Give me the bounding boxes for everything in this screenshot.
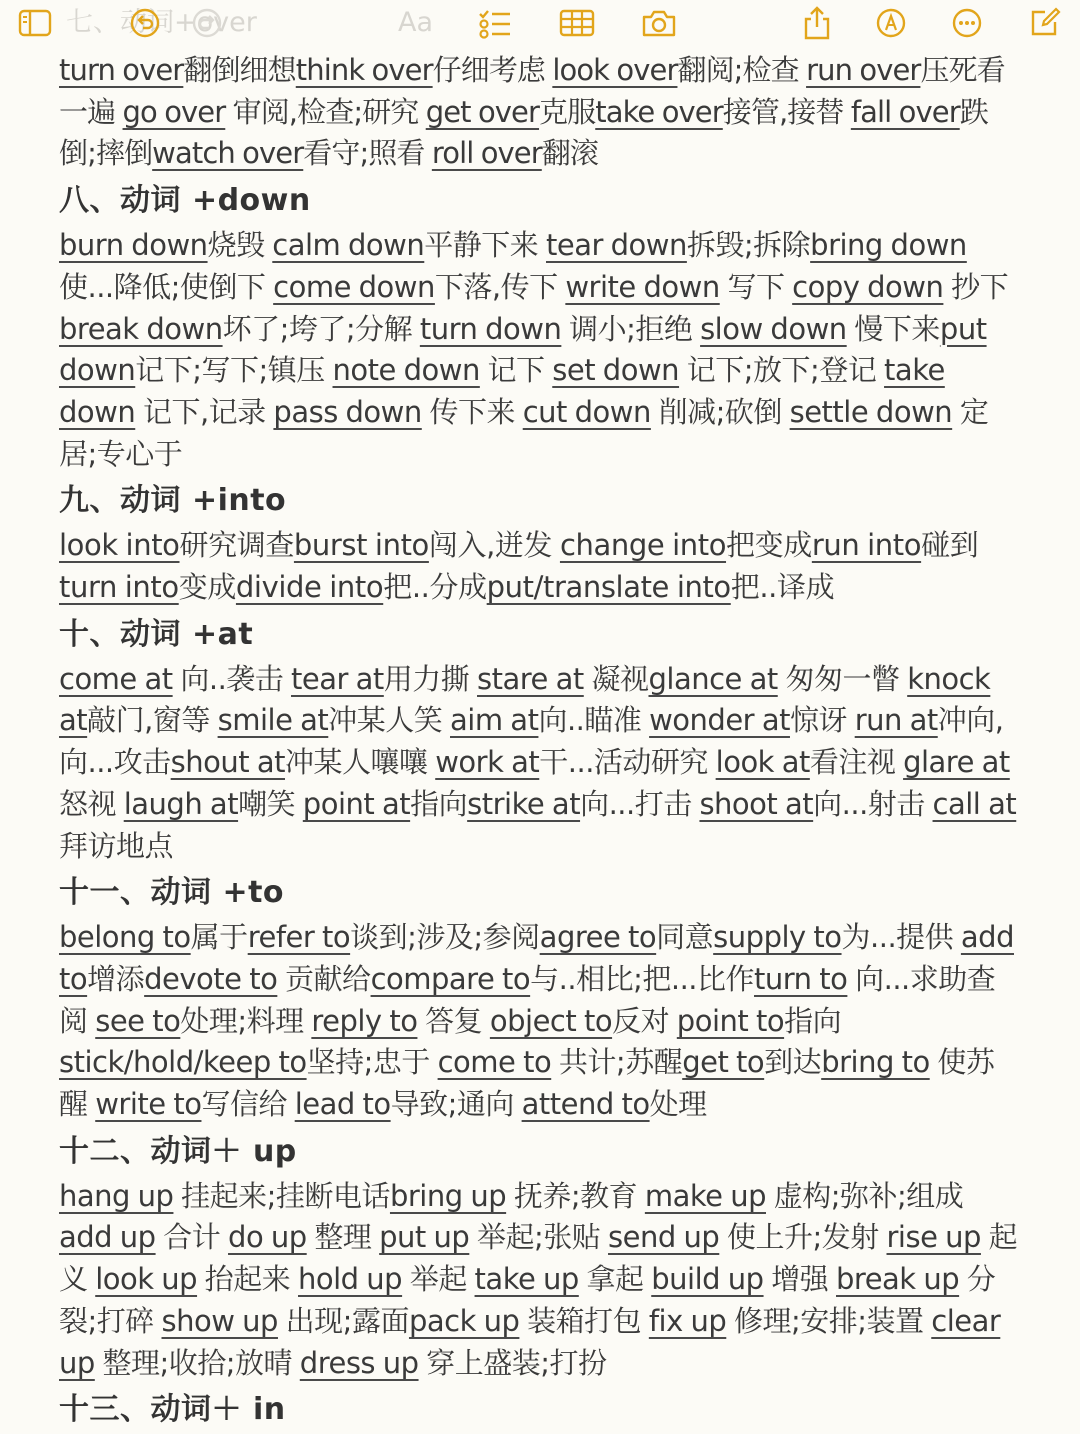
phrase: glare at — [903, 745, 1010, 780]
meaning-text: 指向 — [410, 786, 468, 821]
phrase: see to — [95, 1003, 181, 1038]
meaning-text: 看注视 — [809, 745, 904, 780]
phrase: turn over — [59, 53, 184, 87]
meaning-text: 写下 — [719, 269, 793, 304]
meaning-text: 写信给 — [201, 1087, 295, 1122]
phrase: attend to — [521, 1087, 650, 1122]
phrase: supply to — [713, 920, 842, 955]
meaning-text: 增添 — [87, 961, 145, 996]
phrase: call at — [932, 786, 1017, 821]
phrase: roll over — [431, 136, 542, 171]
meaning-text: 传下来 — [421, 394, 523, 429]
phrase: run at — [854, 703, 938, 738]
trailing-heading: 十三、动词＋ in — [59, 1392, 286, 1428]
share-icon[interactable] — [800, 6, 834, 40]
meaning-text: 审阅,检查;研究 — [225, 94, 426, 129]
meaning-text: 装箱打包 — [519, 1303, 649, 1338]
meaning-text: 抄下 — [943, 269, 1009, 304]
phrase: burst into — [293, 528, 429, 563]
meaning-text: 抚养;教育 — [506, 1178, 645, 1213]
meaning-text: 反对 — [612, 1003, 677, 1038]
phrase: show up — [161, 1303, 278, 1338]
meaning-text: 压死看一遍 — [59, 53, 1005, 129]
meaning-text: 变成 — [178, 570, 236, 605]
meaning-text: 研究调查 — [179, 528, 294, 563]
ghost-title: 七、动词+over — [66, 7, 257, 38]
phrase: take over — [595, 94, 723, 129]
meaning-text: 调小;拒绝 — [561, 311, 701, 346]
section-paragraph — [59, 659, 1019, 868]
meaning-text: 穿上盛装;打扮 — [418, 1345, 607, 1380]
meaning-text: 同意 — [656, 920, 714, 955]
meaning-text: 仔细考虑 — [432, 53, 553, 87]
meaning-text: 为...提供 — [841, 920, 961, 955]
meaning-text: 凝视 — [583, 661, 649, 696]
phrase: laugh at — [123, 786, 239, 821]
meaning-text: 整理 — [306, 1220, 380, 1255]
section-heading: 十、动词 +at — [59, 616, 254, 652]
phrase: hang up — [59, 1178, 174, 1213]
meaning-text: 闯入,迸发 — [428, 528, 560, 563]
meaning-text: 答复 — [417, 1003, 490, 1038]
meaning-text: 整理;收拾;放晴 — [94, 1345, 300, 1380]
over-phrases-paragraph — [59, 50, 1019, 175]
phrase: add to — [59, 920, 1014, 996]
phrase: work at — [435, 745, 540, 780]
phrase: divide into — [235, 570, 384, 605]
meaning-text: 惊讶 — [789, 703, 855, 738]
meaning-text: 烧毁 — [207, 228, 273, 263]
phrase: turn down — [419, 311, 562, 346]
phrase: run over — [806, 53, 921, 87]
more-icon[interactable] — [950, 6, 984, 40]
phrase: put up — [379, 1220, 470, 1255]
phrase: come down — [273, 269, 435, 304]
phrase: pack up — [408, 1303, 520, 1338]
meaning-text: 举起 — [402, 1262, 475, 1297]
meaning-text: 抬起来 — [197, 1262, 298, 1297]
phrase: look over — [552, 53, 678, 87]
meaning-text: 增强 — [763, 1262, 836, 1297]
meaning-text: 起义 — [59, 1220, 1018, 1297]
meaning-text: 属于 — [190, 920, 248, 955]
meaning-text: 到达 — [764, 1045, 822, 1080]
meaning-text: 看守;照看 — [303, 136, 432, 171]
phrase: copy down — [792, 269, 944, 304]
meaning-text: 定居;专心于 — [59, 394, 989, 471]
meaning-text: 平静下来 — [424, 228, 546, 263]
phrase: point at — [302, 786, 411, 821]
phrase: get to — [682, 1045, 765, 1080]
phrase: devote to — [144, 961, 278, 996]
meaning-text: 分裂;打碎 — [59, 1262, 996, 1338]
phrase: put down — [59, 311, 987, 388]
phrase: come at — [59, 661, 173, 696]
phrase: pass down — [273, 394, 422, 429]
phrase: stare at — [477, 661, 584, 696]
phrase: write down — [565, 269, 720, 304]
meaning-text: 坏了;垮了;分解 — [222, 311, 420, 346]
phrase: shoot at — [699, 786, 814, 821]
section-paragraph — [59, 917, 1019, 1126]
meaning-text: 跌倒;摔倒 — [59, 94, 988, 171]
meaning-text: 干...活动研究 — [539, 745, 716, 780]
meaning-text: 碰到 — [921, 528, 979, 563]
meaning-text: 指向 — [784, 1003, 842, 1038]
meaning-text: 削减;砍倒 — [650, 394, 790, 429]
meaning-text: 用力撕 — [383, 661, 478, 696]
meaning-text: 把..分成 — [383, 570, 487, 605]
phrase: put/translate into — [486, 570, 731, 605]
phrase: slow down — [700, 311, 847, 346]
phrase: look up — [95, 1262, 198, 1297]
phrase: write to — [95, 1087, 202, 1122]
phrase: hold up — [298, 1262, 403, 1297]
table-icon[interactable] — [560, 6, 594, 40]
meaning-text: 向..瞄准 — [538, 703, 650, 738]
meaning-text: 拿起 — [578, 1262, 652, 1297]
phrase: go over — [122, 94, 226, 129]
phrase: set down — [552, 353, 680, 388]
phrase: burn down — [59, 228, 208, 263]
meaning-text: 贡献给 — [277, 961, 371, 996]
meaning-text: 敲门,窗等 — [87, 703, 218, 738]
phrase: smile at — [217, 703, 329, 738]
meaning-text: 记下;放下;登记 — [679, 353, 885, 388]
phrase: break up — [836, 1262, 960, 1297]
meaning-text: 谈到;涉及;参阅 — [350, 920, 540, 955]
meaning-text: 记下 — [479, 353, 553, 388]
phrase: settle down — [789, 394, 953, 429]
meaning-text: 向...求助查阅 — [59, 961, 996, 1038]
meaning-text: 使上升;发射 — [719, 1220, 887, 1255]
phrase: cut down — [522, 394, 651, 429]
phrase: strike at — [467, 786, 581, 821]
phrase: dress up — [299, 1345, 419, 1380]
redo-icon[interactable] — [190, 6, 224, 40]
phrase: glance at — [648, 661, 778, 696]
phrase: turn into — [59, 570, 179, 605]
phrase: change into — [559, 528, 727, 563]
phrase: rise up — [886, 1220, 981, 1255]
phrase: tear down — [546, 228, 687, 263]
meaning-text: 使苏醒 — [59, 1045, 995, 1122]
phrase: reply to — [311, 1003, 418, 1038]
meaning-text: 处理;料理 — [180, 1003, 312, 1038]
meaning-text: 把..译成 — [730, 570, 835, 605]
phrase: add up — [59, 1220, 156, 1255]
phrase: wonder at — [649, 703, 790, 738]
meaning-text: 处理 — [649, 1087, 707, 1122]
meaning-text: 出现;露面 — [277, 1303, 409, 1338]
phrase: do up — [228, 1220, 307, 1255]
meaning-text: 修理;安排;装置 — [726, 1303, 932, 1338]
meaning-text: 翻阅;检查 — [677, 53, 807, 87]
phrase: calm down — [272, 228, 425, 263]
phrase: bring to — [821, 1045, 930, 1080]
meaning-text: 合计 — [155, 1220, 229, 1255]
phrase: belong to — [59, 920, 191, 955]
markup-pen-icon[interactable] — [874, 6, 908, 40]
section-heading: 十二、动词＋ up — [59, 1133, 297, 1169]
section-paragraph — [59, 225, 1019, 475]
meaning-text: 克服 — [539, 94, 596, 129]
meaning-text: 把变成 — [726, 528, 812, 563]
meaning-text: 慢下来 — [846, 311, 940, 346]
meaning-text: 挂起来;挂断电话 — [173, 1178, 390, 1213]
phrase: turn to — [754, 961, 848, 996]
meaning-text: 嘲笑 — [238, 786, 303, 821]
meaning-text: 怒视 — [59, 786, 124, 821]
meaning-text: 向..袭击 — [172, 661, 292, 696]
phrase: get over — [425, 94, 540, 129]
meaning-text: 向...打击 — [580, 786, 700, 821]
phrase: look into — [59, 528, 180, 563]
meaning-text: 举起;张贴 — [469, 1220, 609, 1255]
phrase: bring up — [389, 1178, 507, 1213]
camera-icon[interactable] — [642, 6, 676, 40]
checklist-icon[interactable] — [478, 6, 512, 40]
meaning-text: 导致;通向 — [390, 1087, 522, 1122]
section-paragraph — [59, 1176, 1019, 1385]
phrase: point to — [676, 1003, 785, 1038]
undo-icon[interactable] — [128, 6, 162, 40]
meaning-text: 坚持;忠于 — [306, 1045, 438, 1080]
phrase: lead to — [294, 1087, 391, 1122]
section-paragraph — [59, 525, 1019, 608]
meaning-text: 翻倒细想 — [183, 53, 296, 87]
section-heading: 十一、动词 +to — [59, 875, 285, 911]
note-body[interactable] — [59, 50, 1019, 1428]
phrase: make up — [644, 1178, 766, 1213]
meaning-text: 与..相比;把...比作 — [530, 961, 755, 996]
phrase: clear up — [59, 1303, 1001, 1380]
meaning-text: 翻滚 — [541, 136, 598, 171]
phrase: bring down — [810, 228, 967, 263]
phrase: fall over — [850, 94, 960, 129]
phrase: break down — [59, 311, 223, 346]
meaning-text: 虚构;弥补;组成 — [766, 1178, 964, 1213]
phrase: build up — [651, 1262, 764, 1297]
section-heading: 九、动词 +into — [59, 483, 287, 519]
phrase: stick/hold/keep to — [59, 1045, 307, 1080]
phrase: tear at — [291, 661, 384, 696]
meaning-text: 接管,接替 — [722, 94, 851, 129]
phrase: send up — [608, 1220, 720, 1255]
phrase: run into — [811, 528, 922, 563]
phrase: shout at — [170, 745, 285, 780]
phrase: note down — [332, 353, 480, 388]
phrase: think over — [295, 53, 433, 87]
phrase: aim at — [450, 703, 539, 738]
phrase: come to — [437, 1045, 552, 1080]
phrase: object to — [489, 1003, 613, 1038]
format-text-icon[interactable]: Aa — [398, 7, 434, 38]
compose-icon[interactable] — [1028, 6, 1062, 40]
sidebar-icon[interactable] — [18, 6, 52, 40]
phrase: take up — [474, 1262, 579, 1297]
phrase: fix up — [648, 1303, 727, 1338]
meaning-text: 冲某人嚷嚷 — [285, 745, 436, 780]
meaning-text: 冲某人笑 — [328, 703, 450, 738]
meaning-text: 匆匆一瞥 — [777, 661, 908, 696]
section-heading: 八、动词 +down — [59, 183, 311, 219]
meaning-text: 向...射击 — [813, 786, 933, 821]
meaning-text: 记下;写下;镇压 — [135, 353, 333, 388]
phrase: agree to — [539, 920, 657, 955]
phrase: look at — [715, 745, 810, 780]
phrase: refer to — [247, 920, 351, 955]
meaning-text: 拆毁;拆除 — [686, 228, 811, 263]
meaning-text: 记下,记录 — [135, 394, 274, 429]
meaning-text: 拜访地点 — [59, 828, 174, 863]
phrase: knock at — [59, 661, 991, 738]
phrase: watch over — [152, 136, 304, 171]
notes-toolbar — [0, 0, 1080, 46]
phrase: take down — [59, 353, 945, 429]
meaning-text: 使...降低;使倒下 — [59, 269, 274, 304]
meaning-text: 下落,传下 — [434, 269, 566, 304]
phrase: compare to — [370, 961, 531, 996]
meaning-text: 冲向,向...攻击 — [59, 703, 1004, 780]
meaning-text: 共计;苏醒 — [551, 1045, 683, 1080]
